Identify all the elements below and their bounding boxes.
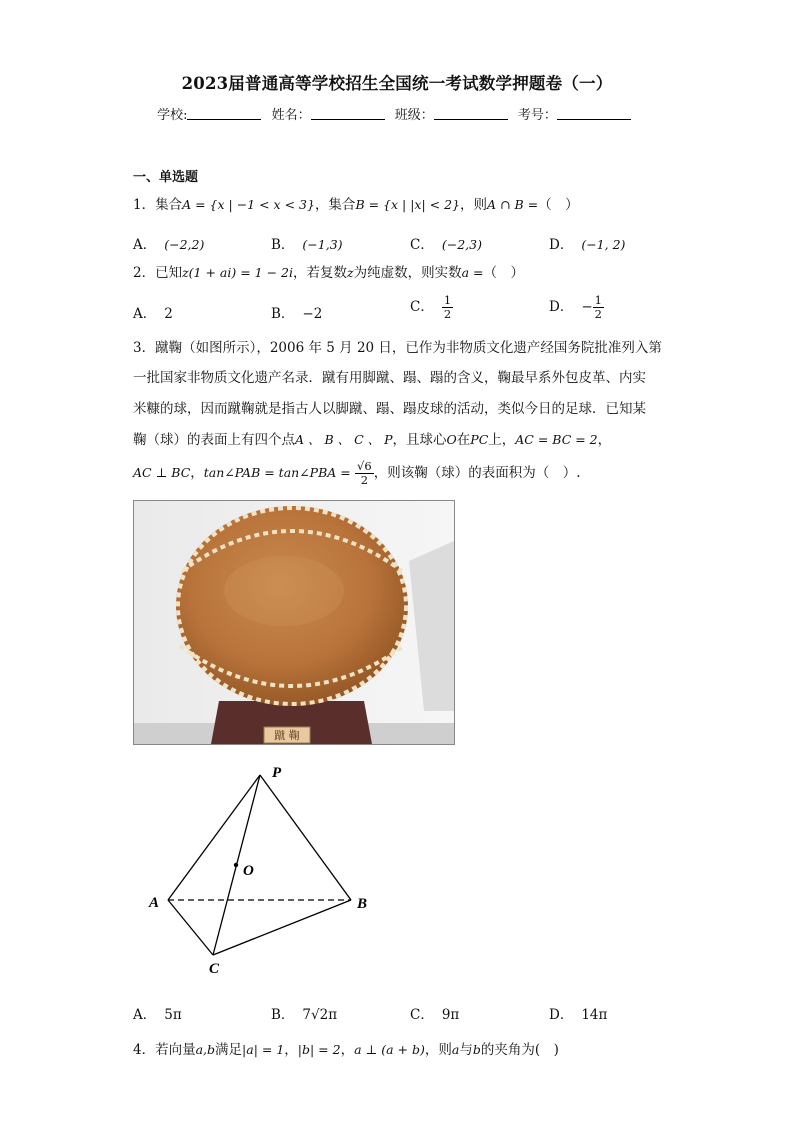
- center-o-dot: [234, 863, 238, 867]
- q1-pre: 1．集合: [133, 197, 183, 213]
- question-1: [133, 195, 579, 215]
- label-p: P: [272, 765, 282, 781]
- q3-line-3: 米糠的球，因而蹴鞠就是指古人以脚蹴、蹋、蹋皮球的活动，类似今日的足球．已知某: [133, 401, 646, 417]
- plaque-text: 蹴 鞠: [274, 729, 300, 742]
- q4-mid2: ，则: [424, 1042, 452, 1058]
- q4-pre: 4．若向量: [133, 1042, 196, 1058]
- q3-tan: tan∠PAB = tan∠PBA =: [203, 465, 351, 480]
- q3-line-1: 3．蹴鞠（如图所示），2006 年 5 月 20 日，已作为非物质文化遗产经国务院批准列入第: [133, 340, 662, 356]
- q4-and: 与: [459, 1042, 473, 1058]
- denominator: 2: [594, 307, 602, 321]
- label-a: A: [149, 895, 160, 911]
- q3-l4-post: ，: [597, 432, 612, 448]
- option-label: C．: [410, 299, 434, 315]
- option-label: B．: [271, 306, 295, 322]
- cuju-ball-illustration: [134, 501, 454, 744]
- label-c: C: [209, 961, 220, 977]
- q4-post: 的夹角为( ): [480, 1042, 559, 1058]
- q3-option-c[interactable]: [410, 1003, 459, 1023]
- q3-option-d[interactable]: [549, 1003, 607, 1023]
- option-text: 9π: [441, 1007, 460, 1023]
- label-o: O: [243, 863, 254, 879]
- section-title: 一、单选题: [133, 170, 199, 185]
- q1-option-c[interactable]: [410, 233, 482, 253]
- q4-cond-2: |b| = 2: [297, 1042, 341, 1057]
- school-label: 学校:: [157, 108, 188, 123]
- option-text: (−1, 2): [581, 237, 626, 252]
- option-label: A．: [133, 1007, 157, 1023]
- q2-post: （ ）: [483, 265, 525, 281]
- q1-option-b[interactable]: [271, 233, 343, 253]
- option-label: D．: [549, 299, 574, 315]
- q3-l4-mid: ，且球心: [392, 432, 447, 448]
- q3-pc: PC: [470, 432, 489, 447]
- q4-mid: 满足: [215, 1042, 243, 1058]
- class-label: 班级：: [394, 108, 434, 123]
- fraction: [442, 294, 453, 321]
- q3-o: O: [446, 432, 457, 447]
- question-2: [133, 263, 524, 283]
- class-blank[interactable]: [434, 107, 508, 120]
- q3-option-b[interactable]: [271, 1003, 337, 1023]
- q2-pre: 2．已知: [133, 265, 183, 281]
- q1-expr: A ∩ B =: [487, 197, 539, 212]
- q3-line-5: [133, 460, 581, 487]
- q2-a: a =: [461, 265, 484, 280]
- q4-sep: ，: [284, 1042, 298, 1058]
- edge-pa: [168, 775, 260, 900]
- option-text: (−1,3): [302, 237, 343, 252]
- q3-line-2: 一批国家非物质文化遗产名录．蹴有用脚蹴、蹋、蹋的含义，鞠最早系外包皮革、内实: [133, 370, 646, 386]
- minus-sign: −: [581, 299, 593, 315]
- option-text: −2: [302, 306, 323, 322]
- question-4: [133, 1040, 559, 1060]
- label-b: B: [357, 896, 368, 912]
- fraction: [593, 294, 604, 321]
- name-label: 姓名：: [271, 108, 311, 123]
- q4-vectors: a,b: [195, 1042, 216, 1057]
- option-text: 5π: [164, 1007, 182, 1023]
- number-blank[interactable]: [557, 107, 631, 120]
- q3-option-a[interactable]: [133, 1003, 182, 1023]
- q3-l4-mid3: 上，: [488, 432, 516, 448]
- q2-mid2: 为纯虚数，则实数: [353, 265, 462, 281]
- q4-cond-1: |a| = 1: [242, 1042, 285, 1057]
- edge-bc: [213, 900, 351, 955]
- option-text: 2: [164, 306, 173, 322]
- q4-vec-a: a: [451, 1042, 460, 1057]
- q4-vec-b: b: [472, 1042, 481, 1057]
- numerator: √6: [357, 459, 372, 473]
- cuju-ball-photo: [133, 500, 455, 745]
- q2-option-b[interactable]: [271, 302, 322, 322]
- option-label: B．: [271, 1007, 295, 1023]
- denominator: 2: [443, 307, 452, 321]
- q2-z: z: [347, 265, 354, 280]
- numerator: 1: [443, 293, 452, 307]
- option-label: D．: [549, 237, 574, 253]
- q4-cond-3: a ⊥ (a + b): [354, 1042, 425, 1057]
- q4-sep: ，: [340, 1042, 355, 1058]
- tetrahedron-diagram: [133, 755, 393, 985]
- edge-ac: [168, 900, 213, 955]
- q1-mid: ，集合: [314, 197, 356, 213]
- option-text: (−2,3): [441, 237, 482, 252]
- q2-option-a[interactable]: [133, 302, 173, 322]
- school-blank[interactable]: [187, 107, 261, 120]
- q2-option-d[interactable]: [549, 294, 604, 321]
- q3-perp: AC ⊥ BC: [133, 465, 191, 480]
- option-label: D．: [549, 1007, 574, 1023]
- student-info-line: [0, 104, 794, 123]
- q1-mid2: ，则: [460, 197, 488, 213]
- name-blank[interactable]: [311, 107, 385, 120]
- number-label: 考号：: [517, 108, 557, 123]
- q3-tan-fraction: [355, 460, 374, 487]
- edge-pb: [260, 775, 351, 900]
- q1-option-a[interactable]: [133, 233, 204, 253]
- q2-mid: ，若复数: [293, 265, 348, 281]
- q3-points: A 、 B 、 C 、 P: [295, 432, 393, 447]
- option-label: A．: [133, 306, 157, 322]
- q3-l4-pre: 鞠（球）的表面上有四个点: [133, 432, 295, 448]
- option-text: 14π: [581, 1007, 608, 1023]
- q2-option-c[interactable]: [410, 294, 453, 321]
- denominator: 2: [360, 473, 369, 487]
- q3-line-4: [133, 430, 611, 450]
- tetrahedron-figure: [133, 755, 393, 989]
- q1-post: （ ）: [538, 197, 579, 213]
- q1-set-b: B = {x | |x| < 2}: [355, 197, 461, 212]
- option-label: B．: [271, 237, 295, 253]
- option-text: 7√2π: [302, 1007, 338, 1023]
- q1-option-d[interactable]: [549, 233, 625, 253]
- q3-comma: ，: [190, 465, 204, 481]
- q3-eq1: AC = BC = 2: [515, 432, 598, 447]
- option-label: C．: [410, 1007, 434, 1023]
- q3-l4-mid2: 在: [456, 432, 471, 448]
- q3-l5-post: ，则该鞠（球）的表面积为（ ）.: [373, 465, 581, 481]
- q2-eq: z(1 + ai) = 1 − 2i: [182, 265, 294, 280]
- option-label: A．: [133, 237, 157, 253]
- q1-set-a: A = {x | −1 < x < 3}: [182, 197, 315, 212]
- option-text: (−2,2): [164, 237, 205, 252]
- option-label: C．: [410, 237, 434, 253]
- exam-title: 2023届普通高等学校招生全国统一考试数学押题卷（一）: [181, 74, 613, 93]
- numerator: 1: [594, 293, 602, 307]
